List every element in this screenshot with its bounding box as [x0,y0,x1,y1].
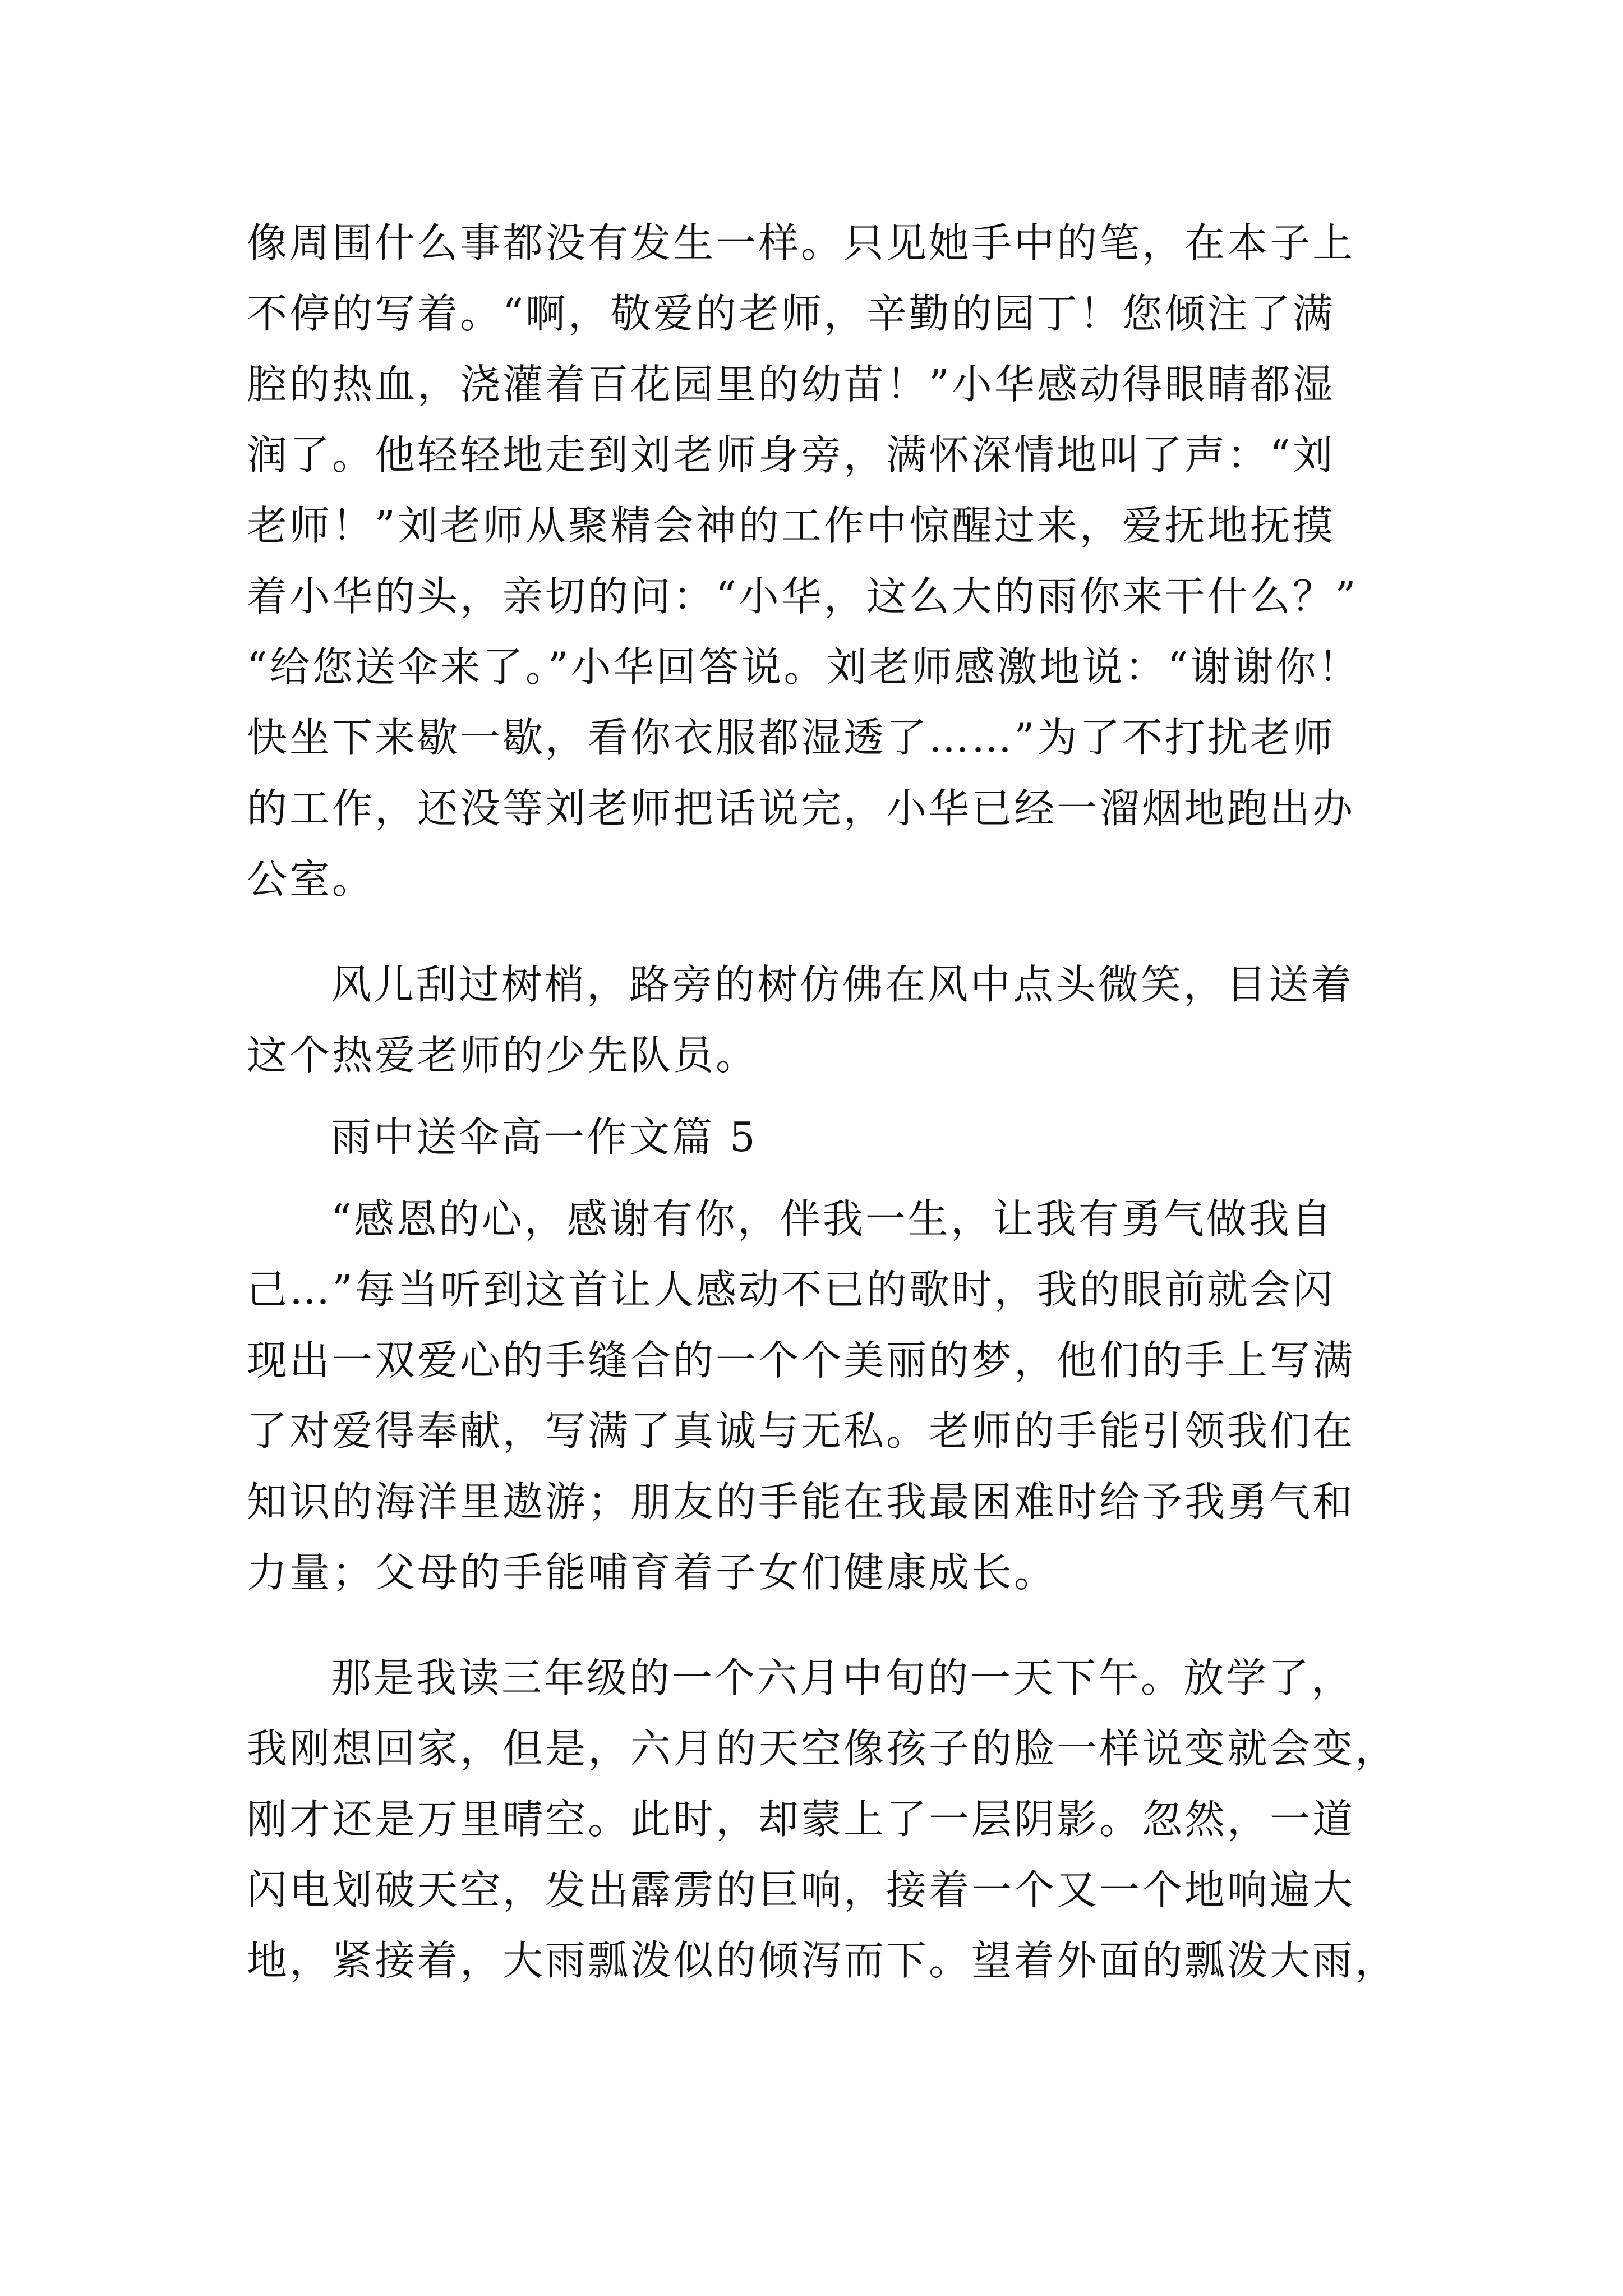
text-line: 我刚想回家，但是，六月的天空像孩子的脸一样说变就会变， [247,1725,1398,1772]
text-line: 着小华的头，亲切的问：“小华，这么大的雨你来干什么？” [247,573,1358,620]
text-line: 腔的热血，浇灌着百花园里的幼苗！”小华感动得眼睛都湿 [247,361,1335,408]
section-heading: 雨中送伞高一作文篇 5 [331,1114,758,1161]
text-line: 不停的写着。“啊，敬爱的老师，辛勤的园丁！您倾注了满 [247,290,1335,337]
text-line: “给您送伞来了。”小华回答说。刘老师感激地说：“谢谢你！ [247,643,1361,691]
text-line: 力量；父母的手能哺育着子女们健康成长。 [247,1549,1057,1596]
text-line: 现出一双爱心的手缝合的一个个美丽的梦，他们的手上写满 [247,1337,1355,1384]
text-line: 像周围什么事都没有发生一样。只见她手中的笔，在本子上 [247,219,1355,266]
text-line: 的工作，还没等刘老师把话说完，小华已经一溜烟地跑出办 [247,785,1355,832]
text-line: 知识的海洋里遨游；朋友的手能在我最困难时给予我勇气和 [247,1478,1355,1525]
text-line: 老师！”刘老师从聚精会神的工作中惊醒过来，爱抚地抚摸 [247,502,1335,549]
text-line: 闪电划破天空，发出霹雳的巨响，接着一个又一个地响遍大 [247,1866,1355,1913]
text-line: 润了。他轻轻地走到刘老师身旁，满怀深情地叫了声：“刘 [247,431,1335,478]
text-line: 刚才还是万里晴空。此时，却蒙上了一层阴影。忽然，一道 [247,1796,1355,1843]
text-line: 快坐下来歇一歇，看你衣服都湿透了……”为了不打扰老师 [247,714,1335,761]
text-line: 风儿刮过树梢，路旁的树仿佛在风中点头微笑，目送着 [331,961,1354,1008]
text-line: 地，紧接着，大雨瓢泼似的倾泻而下。望着外面的瓢泼大雨， [247,1937,1398,1984]
text-line: 这个热爱老师的少先队员。 [247,1032,759,1079]
text-line: 了对爱得奉献，写满了真诚与无私。老师的手能引领我们在 [247,1407,1355,1455]
text-line: 公室。 [247,855,375,903]
text-line: 己…”每当听到这首让人感动不已的歌时，我的眼前就会闪 [247,1266,1335,1313]
text-line: 那是我读三年级的一个六月中旬的一天下午。放学了， [331,1654,1354,1701]
text-line: “感恩的心，感谢有你，伴我一生，让我有勇气做我自 [331,1195,1334,1243]
